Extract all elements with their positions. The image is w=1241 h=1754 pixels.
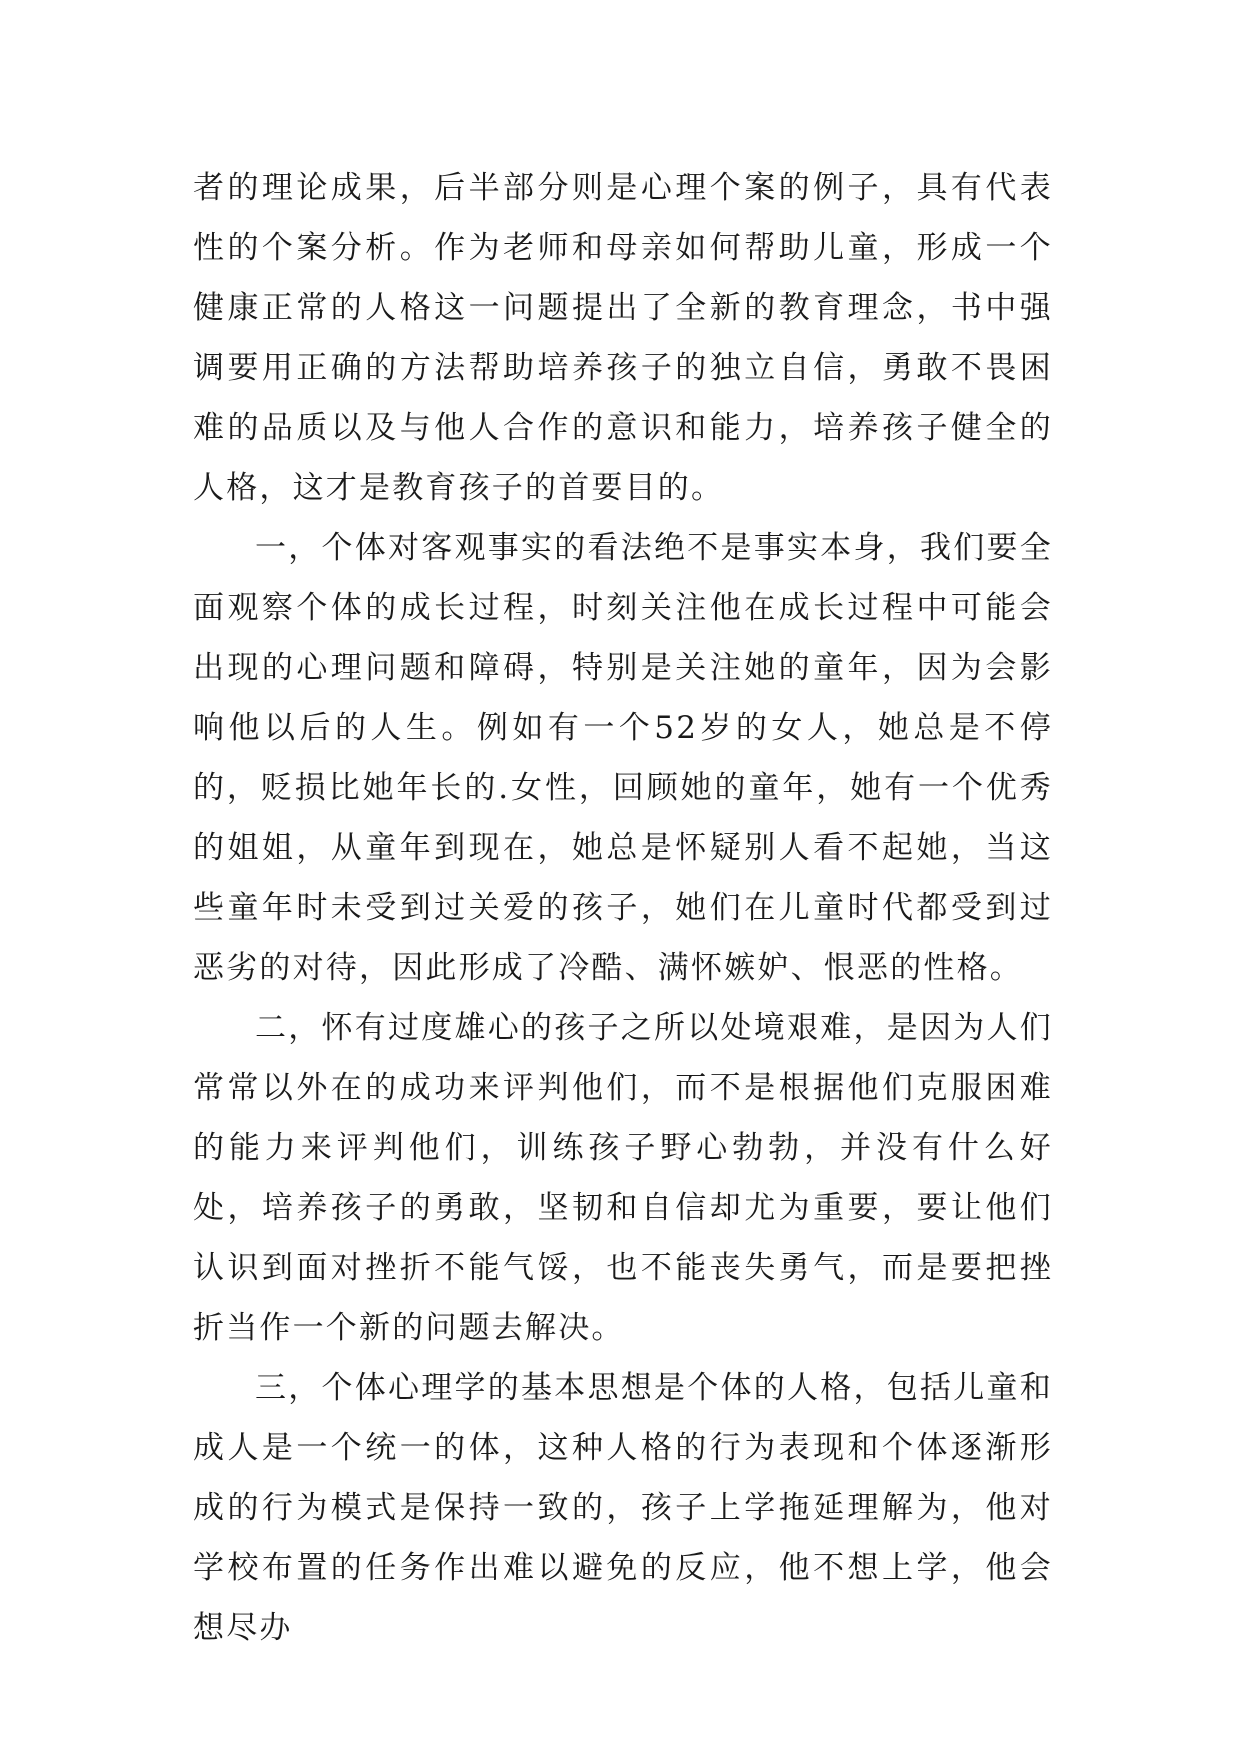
paragraph-point-one: 一，个体对客观事实的看法绝不是事实本身，我们要全面观察个体的成长过程，时刻关注他在成长过程中可能会出现的心理问题和障碍，特别是关注她的童年，因为会影响他以后的人生。例如有一个52岁的女人，她总是不停的，贬损比她年长的.女性，回顾她的童年，她有一个优秀的姐姐，从童年到现在，她总是怀疑别人看不起她，当这些童年时未受到过关爱的孩子，她们在儿童时代都受到过恶劣的对待，因此形成了冷酷、满怀嫉妒、恨恶的性格。 xyxy=(193,530,1053,986)
paragraph-point-three: 三，个体心理学的基本思想是个体的人格，包括儿童和成人是一个统一的体，这种人格的行为表现和个体逐渐形成的行为模式是保持一致的，孩子上学拖延理解为，他对学校布置的任务作出难以避免的反应，他不想上学，他会想尽办 xyxy=(193,1370,1053,1646)
body-text xyxy=(193,158,1053,1658)
paragraph-continuation: 者的理论成果，后半部分则是心理个案的例子，具有代表性的个案分析。作为老师和母亲如何帮助儿童，形成一个健康正常的人格这一问题提出了全新的教育理念，书中强调要用正确的方法帮助培养孩子的独立自信，勇敢不畏困难的品质以及与他人合作的意识和能力，培养孩子健全的人格，这才是教育孩子的首要目的。 xyxy=(193,170,1053,506)
paragraph-point-two: 二，怀有过度雄心的孩子之所以处境艰难，是因为人们常常以外在的成功来评判他们，而不是根据他们克服困难的能力来评判他们，训练孩子野心勃勃，并没有什么好处，培养孩子的勇敢，坚韧和自信却尤为重要，要让他们认识到面对挫折不能气馁，也不能丧失勇气，而是要把挫折当作一个新的问题去解决。 xyxy=(193,1010,1053,1346)
